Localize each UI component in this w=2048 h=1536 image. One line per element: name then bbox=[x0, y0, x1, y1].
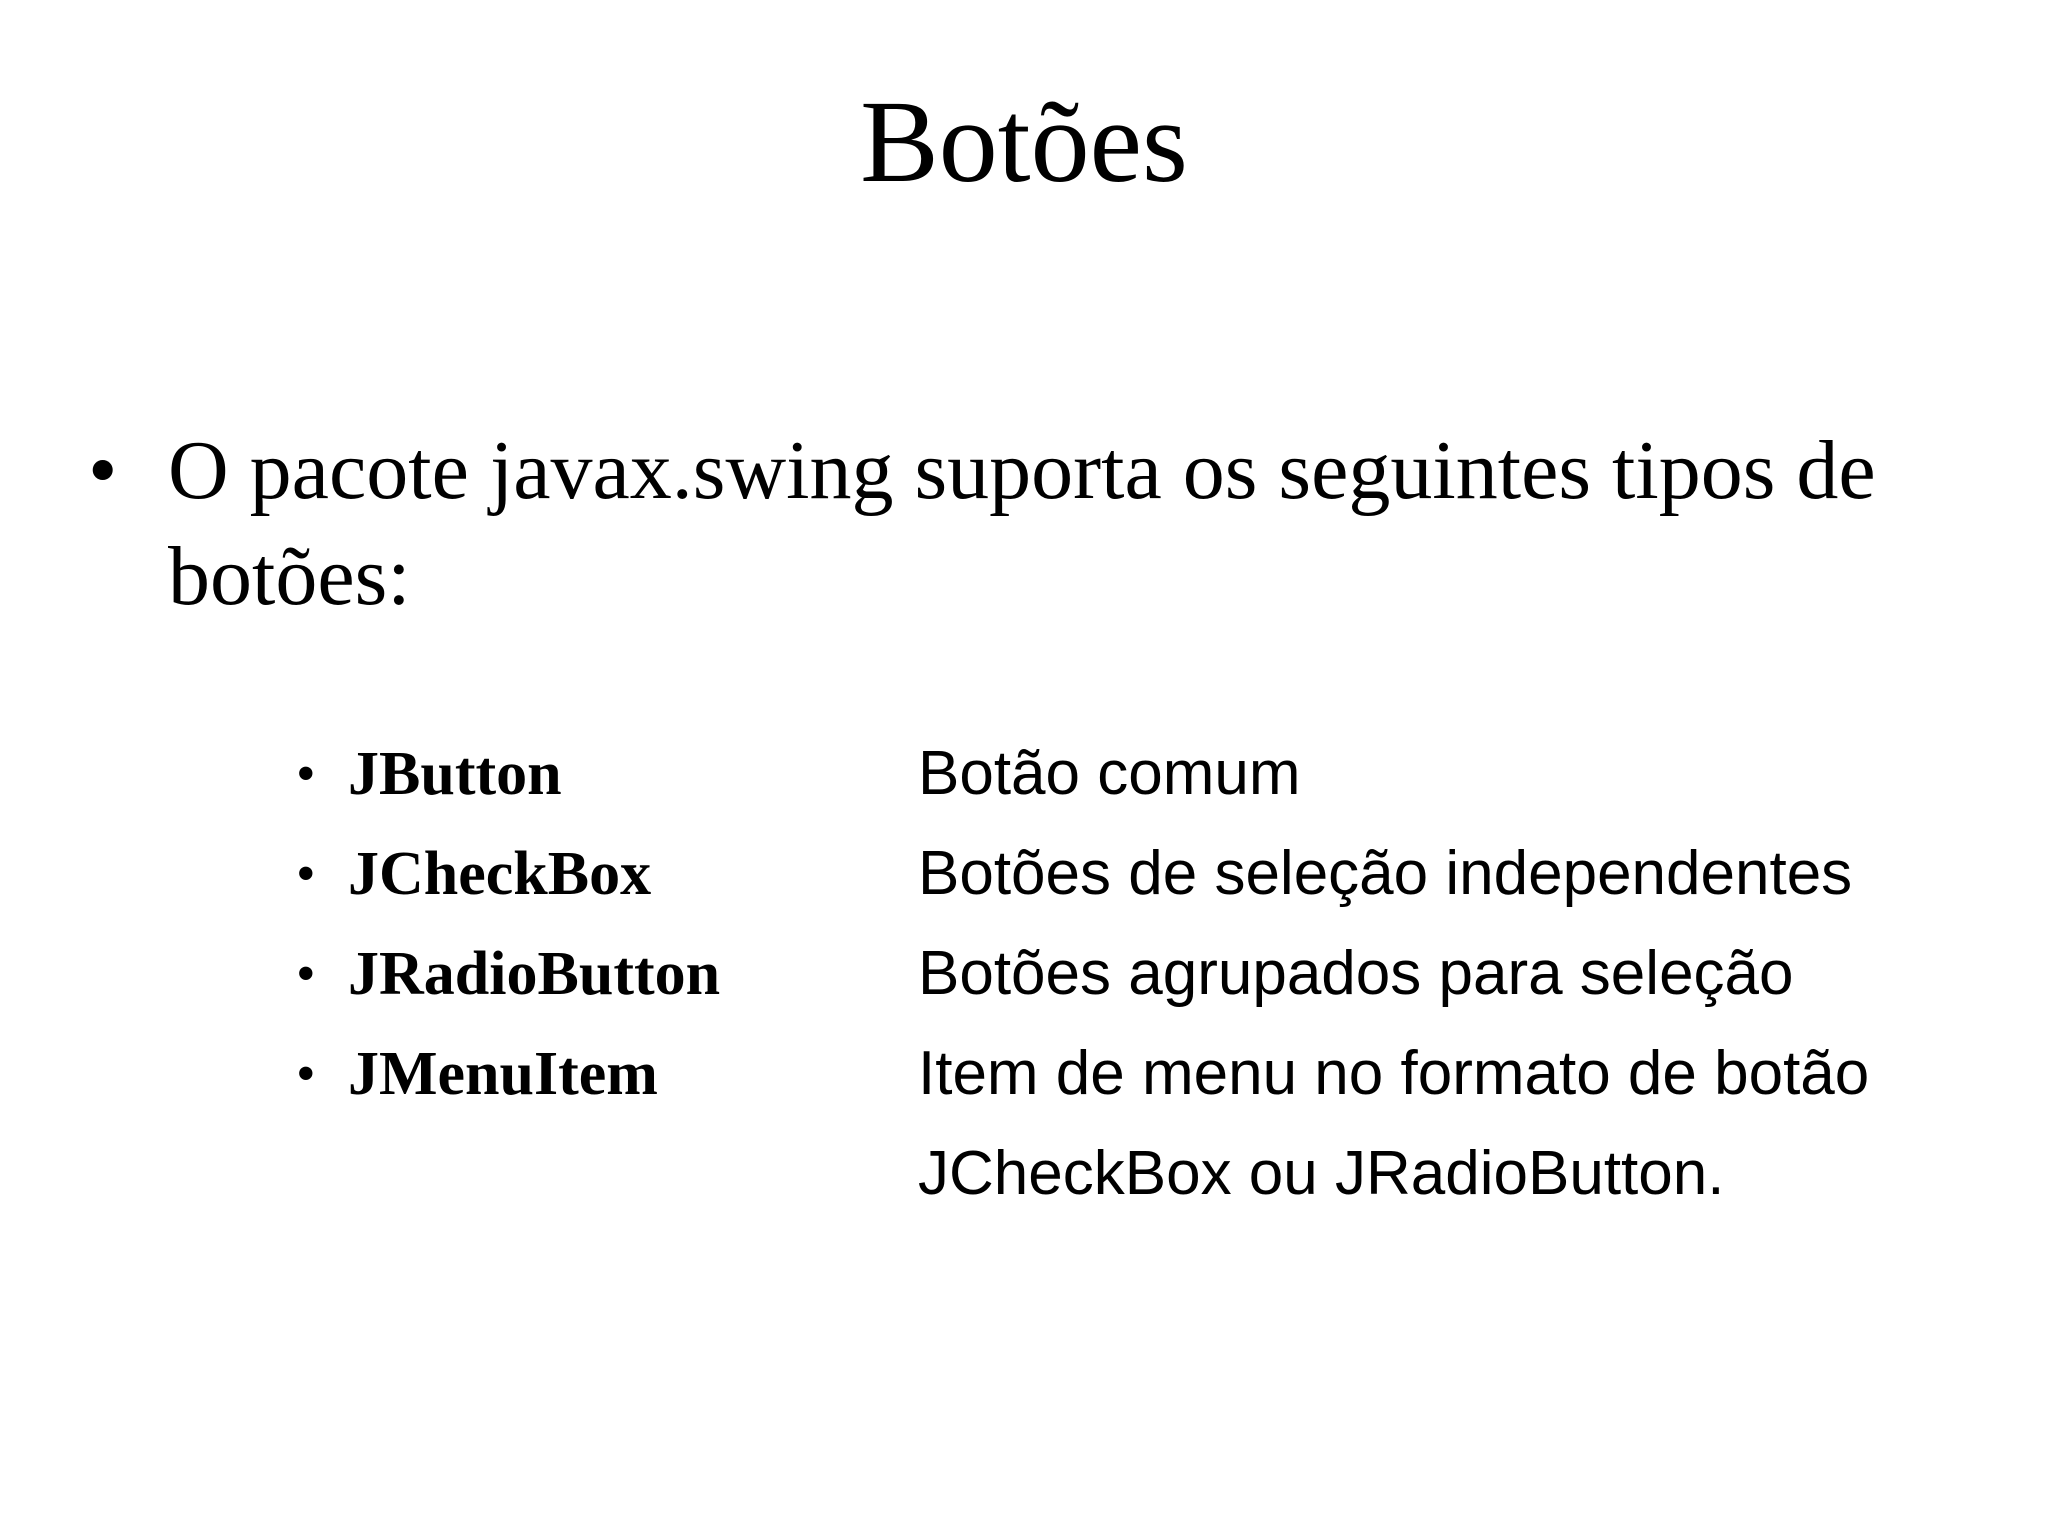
list-item-continuation bbox=[296, 1124, 2016, 1224]
slide-title: Botões bbox=[860, 76, 1188, 207]
list-item-jbutton bbox=[296, 724, 2016, 824]
list-item-term: JRadioButton bbox=[348, 940, 721, 1008]
list-item-description: Botão comum bbox=[918, 739, 1301, 808]
list-item-jradiobutton bbox=[296, 924, 2016, 1024]
list-item-term: JMenuItem bbox=[348, 1040, 658, 1108]
bullet-marker: • bbox=[296, 843, 316, 905]
main-bullet-text: O pacote javax.swing suporta os seguintes tipos de botões: bbox=[168, 424, 1876, 623]
bullet-marker: • bbox=[296, 1043, 316, 1105]
bullet-marker: • bbox=[88, 424, 118, 517]
list-item-description: Item de menu no formato de botão bbox=[918, 1039, 1870, 1108]
list-item-description: Botões de seleção independentes bbox=[918, 839, 1853, 908]
bullet-marker: • bbox=[296, 943, 316, 1005]
list-item-jcheckbox bbox=[296, 824, 2016, 924]
list-item-term: JCheckBox bbox=[348, 840, 652, 908]
button-types-list bbox=[296, 724, 2016, 1224]
list-item-term: JButton bbox=[348, 740, 562, 808]
list-item-description: Botões agrupados para seleção bbox=[918, 939, 1794, 1008]
list-item-description-continuation: JCheckBox ou JRadioButton. bbox=[918, 1139, 1725, 1208]
list-item-jmenuitem bbox=[296, 1024, 2016, 1124]
bullet-marker: • bbox=[296, 743, 316, 805]
